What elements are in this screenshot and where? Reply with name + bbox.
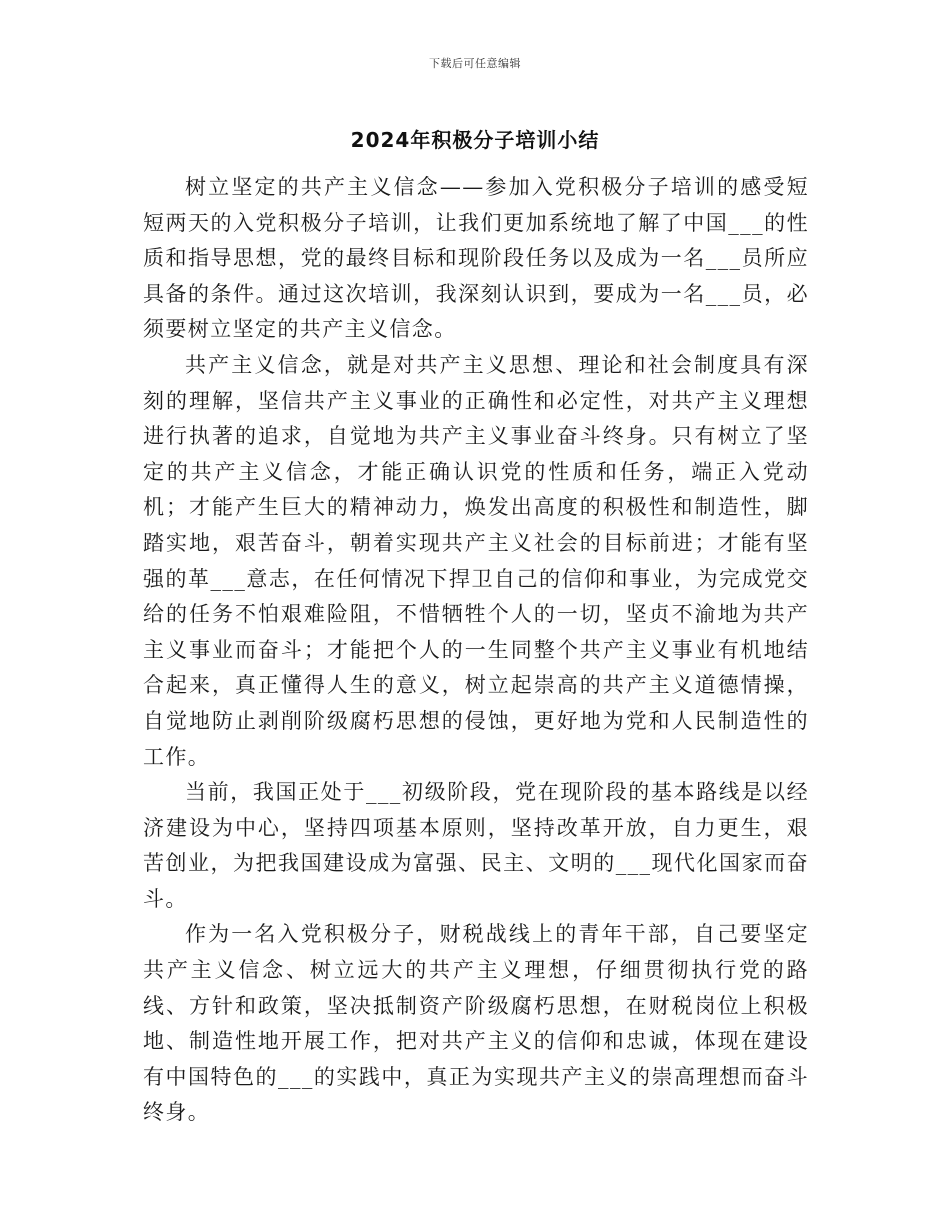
paragraph-2: 共产主义信念，就是对共产主义思想、理论和社会制度具有深刻的理解，坚信共产主义事业的正确性和必定性，对共产主义理想进行执著的追求，自觉地为共产主义事业奋斗终身。只有树立了坚定的共产主义信念，才能正确认识党的性质和任务，端正入党动机；才能产生巨大的精神动力，焕发出高度的积极性和制造性，脚踏实地，艰苦奋斗，朝着实现共产主义社会的目标前进；才能有坚强的革___意志，在任何情况下捍卫自己的信仰和事业，为完成党交给的任务不怕艰难险阻，不惜牺牲个人的一切，坚贞不渝地为共产主义事业而奋斗；才能把个人的一生同整个共产主义事业有机地结合起来，真正懂得人生的意义，树立起崇高的共产主义道德情操，自觉地防止剥削阶级腐朽思想的侵蚀，更好地为党和人民制造性的工作。 (143, 352, 809, 769)
page-header: 下载后可任意编辑 (429, 57, 521, 70)
paragraph-4: 作为一名入党积极分子，财税战线上的青年干部，自己要坚定共产主义信念、树立远大的共产主义理想，仔细贯彻执行党的路线、方针和政策，坚决抵制资产阶级腐朽思想，在财税岗位上积极地、制造性地开展工作，把对共产主义的信仰和忠诚，体现在建设有中国特色的___的实践中，真正为实现共产主义的崇高理想而奋斗终身。 (143, 922, 809, 1125)
document-title: 2024年积极分子培训小结 (350, 128, 600, 152)
document-body (143, 170, 809, 1131)
paragraph-1: 树立坚定的共产主义信念——参加入党积极分子培训的感受短短两天的入党积极分子培训，让我们更加系统地了解了中国___的性质和指导思想，党的最终目标和现阶段任务以及成为一名___员所应具备的条件。通过这次培训，我深刻认识到，要成为一名___员，必须要树立坚定的共产主义信念。 (143, 175, 809, 342)
paragraph-3: 当前，我国正处于___初级阶段，党在现阶段的基本路线是以经济建设为中心，坚持四项基本原则，坚持改革开放，自力更生，艰苦创业，为把我国建设成为富强、民主、文明的___现代化国家而奋斗。 (143, 780, 809, 911)
